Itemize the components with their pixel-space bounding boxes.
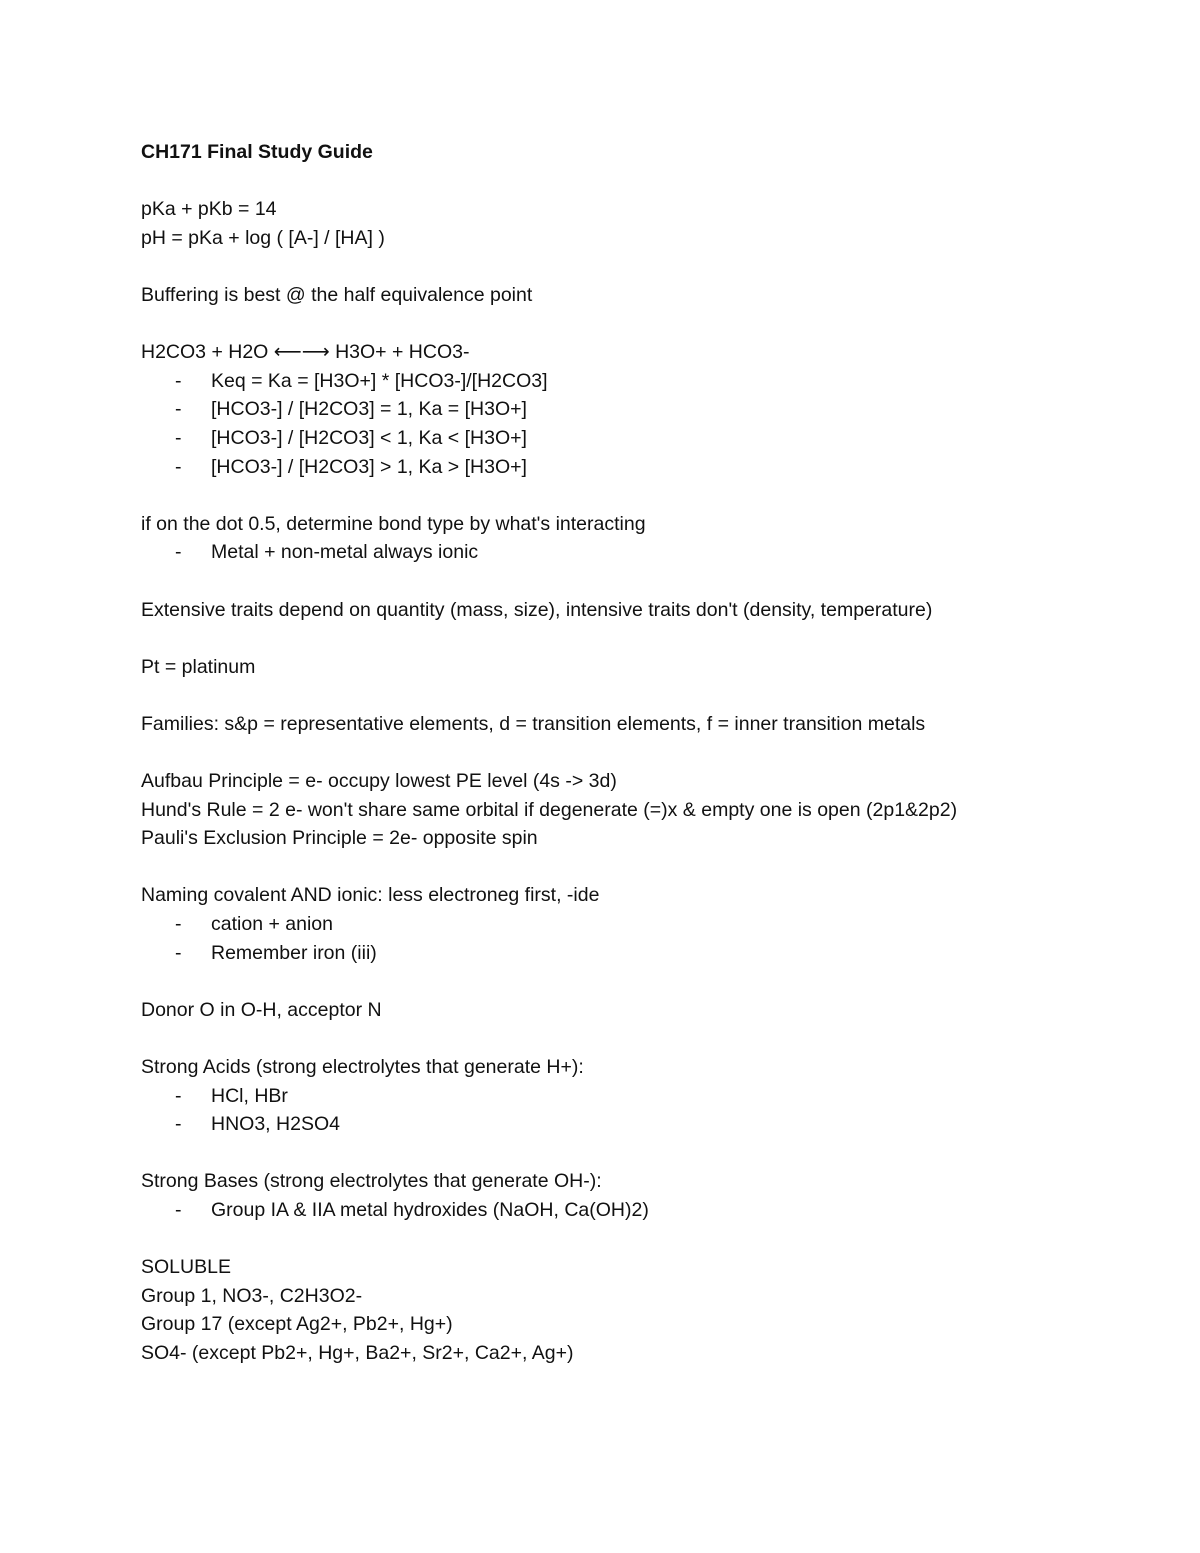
- text-line: Buffering is best @ the half equivalence point: [141, 283, 533, 306]
- bullet-text: Keq = Ka = [H3O+] * [HCO3-]/[H2CO3]: [211, 369, 548, 392]
- bullet-marker: -: [175, 941, 182, 964]
- bullet-item: [141, 395, 1141, 424]
- section: [141, 881, 1141, 967]
- bullet-text: Group IA & IIA metal hydroxides (NaOH, Ca(OH)2): [211, 1198, 649, 1221]
- spacer: [141, 967, 1141, 996]
- section: [141, 510, 1141, 567]
- bullet-text: Metal + non-metal always ionic: [211, 541, 479, 564]
- bullet-text: Remember iron (iii): [211, 941, 377, 964]
- bullet-text: HNO3, H2SO4: [211, 1113, 340, 1136]
- bullet-item: [141, 1110, 1141, 1139]
- section: [141, 996, 1141, 1025]
- spacer: [141, 681, 1141, 710]
- section: [141, 281, 1141, 310]
- spacer: [141, 252, 1141, 281]
- text-line: SO4- (except Pb2+, Hg+, Ba2+, Sr2+, Ca2+, Ag+): [141, 1341, 574, 1364]
- section: [141, 596, 1141, 625]
- bullet-text: cation + anion: [211, 913, 333, 936]
- spacer: [141, 567, 1141, 596]
- bullet-marker: -: [175, 455, 182, 478]
- text-line: Group 17 (except Ag2+, Pb2+, Hg+): [141, 1313, 453, 1336]
- text-line: Group 1, NO3-, C2H3O2-: [141, 1284, 363, 1307]
- text-line: Strong Acids (strong electrolytes that generate H+):: [141, 1056, 584, 1078]
- bullet-marker: -: [175, 369, 182, 392]
- section: [141, 1053, 1141, 1139]
- text-line: SOLUBLE: [141, 1256, 231, 1279]
- bullet-text: [HCO3-] / [H2CO3] > 1, Ka > [H3O+]: [211, 455, 527, 478]
- bullet-marker: -: [175, 541, 182, 564]
- bullet-item: [141, 538, 1141, 567]
- section: [141, 1253, 1141, 1367]
- bullet-item: [141, 424, 1141, 453]
- bullet-text: HCl, HBr: [211, 1084, 288, 1107]
- bullet-marker: -: [175, 426, 182, 449]
- text-line: Hund's Rule = 2 e- won't share same orbital if degenerate (=)x & empty one is open (2p1&2p2): [141, 798, 958, 821]
- bullet-marker: -: [175, 913, 182, 936]
- text-line: Pauli's Exclusion Principle = 2e- opposite spin: [141, 827, 538, 850]
- section: [141, 338, 1141, 481]
- text-line: Extensive traits depend on quantity (mass, size), intensive traits don't (density, temperature): [141, 598, 933, 621]
- text-line: Pt = platinum: [141, 655, 256, 678]
- bullet-item: [141, 910, 1141, 939]
- document-title: CH171 Final Study Guide: [141, 141, 373, 163]
- text-line: H2CO3 + H2O ⟵⟶ H3O+ + HCO3-: [141, 341, 470, 364]
- bullet-item: [141, 1082, 1141, 1111]
- text-line: pH = pKa + log ( [A-] / [HA] ): [141, 226, 385, 249]
- spacer: [141, 624, 1141, 653]
- spacer: [141, 1024, 1141, 1053]
- section: [141, 710, 1141, 739]
- bullet-marker: -: [175, 1113, 182, 1136]
- bullet-marker: -: [175, 1198, 182, 1221]
- document-body: [141, 195, 1141, 1367]
- spacer: [141, 167, 1141, 196]
- text-line: Families: s&p = representative elements, d = transition elements, f = inner transition metals: [141, 712, 926, 735]
- spacer: [141, 1225, 1141, 1254]
- text-line: Donor O in O-H, acceptor N: [141, 998, 382, 1021]
- text-line: Aufbau Principle = e- occupy lowest PE level (4s -> 3d): [141, 770, 617, 793]
- section: [141, 653, 1141, 682]
- document-page: [141, 138, 1141, 1368]
- text-line: Strong Bases (strong electrolytes that generate OH-):: [141, 1170, 602, 1193]
- section: [141, 767, 1141, 853]
- bullet-item: [141, 453, 1141, 482]
- text-line: Naming covalent AND ionic: less electroneg first, -ide: [141, 884, 600, 907]
- spacer: [141, 738, 1141, 767]
- text-line: if on the dot 0.5, determine bond type by what's interacting: [141, 512, 646, 535]
- bullet-text: [HCO3-] / [H2CO3] < 1, Ka < [H3O+]: [211, 426, 527, 449]
- bullet-marker: -: [175, 398, 182, 421]
- text-line: pKa + pKb = 14: [141, 198, 277, 221]
- spacer: [141, 481, 1141, 510]
- bullet-text: [HCO3-] / [H2CO3] = 1, Ka = [H3O+]: [211, 398, 527, 421]
- section: [141, 1167, 1141, 1224]
- spacer: [141, 310, 1141, 339]
- bullet-item: [141, 1196, 1141, 1225]
- bullet-item: [141, 939, 1141, 968]
- section: [141, 195, 1141, 252]
- spacer: [141, 853, 1141, 882]
- bullet-item: [141, 367, 1141, 396]
- bullet-marker: -: [175, 1084, 182, 1107]
- spacer: [141, 1139, 1141, 1168]
